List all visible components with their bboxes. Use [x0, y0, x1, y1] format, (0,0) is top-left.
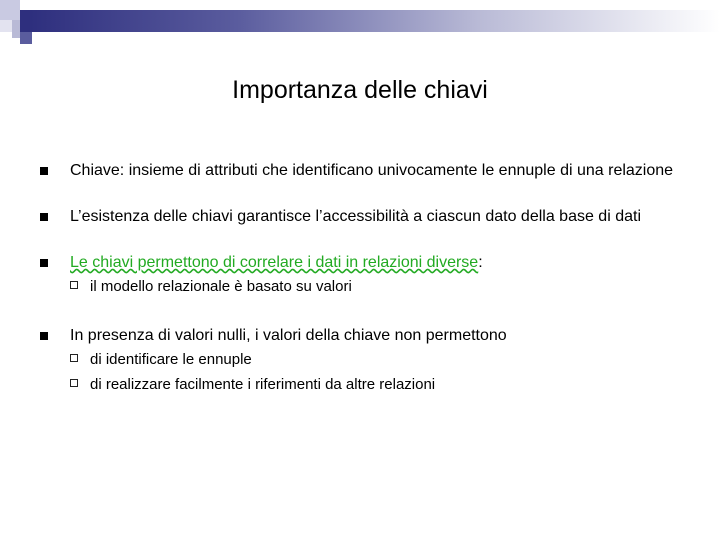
decor-square [20, 0, 30, 10]
sub-bullet-item [70, 372, 680, 397]
sub-bullet-text: il modello relazionale è basato su valori [90, 278, 352, 295]
sub-bullet-square-icon [70, 379, 78, 387]
bullet-item [40, 252, 680, 299]
decor-square [12, 20, 20, 38]
bullet-text: In presenza di valori nulli, i valori della chiave non permettono [70, 327, 507, 344]
sub-bullet-text: di realizzare facilmente i riferimenti da altre relazioni [90, 376, 436, 393]
highlighted-text: Le chiavi permettono di correlare i dati in relazioni diverse [70, 254, 479, 271]
sub-bullet-square-icon [70, 354, 78, 362]
bullet-square-icon [40, 259, 48, 267]
bullet-text-suffix: : [478, 254, 483, 271]
bullet-item [40, 325, 680, 397]
bullet-text [70, 252, 680, 274]
bullet-square-icon [40, 167, 48, 175]
bullet-item [40, 160, 680, 182]
header-decoration [0, 0, 720, 60]
bullet-text: L’esistenza delle chiavi garantisce l’accessibilità a ciascun dato della base di dati [70, 208, 641, 225]
sub-bullet-item [70, 274, 680, 299]
decor-square [0, 0, 20, 20]
sub-bullet-square-icon [70, 281, 78, 289]
decor-square [20, 10, 32, 32]
decor-square [20, 32, 32, 44]
header-gradient-band [30, 10, 720, 32]
bullet-item [40, 206, 680, 228]
bullet-text: Chiave: insieme di attributi che identificano univocamente le ennuple di una relazione [70, 162, 674, 179]
sub-bullet-item [70, 347, 680, 372]
bullet-list [40, 160, 680, 421]
bullet-square-icon [40, 213, 48, 221]
slide-title: Importanza delle chiavi [232, 76, 488, 104]
sub-bullet-text: di identificare le ennuple [90, 351, 252, 368]
decor-square [0, 20, 12, 32]
bullet-square-icon [40, 332, 48, 340]
